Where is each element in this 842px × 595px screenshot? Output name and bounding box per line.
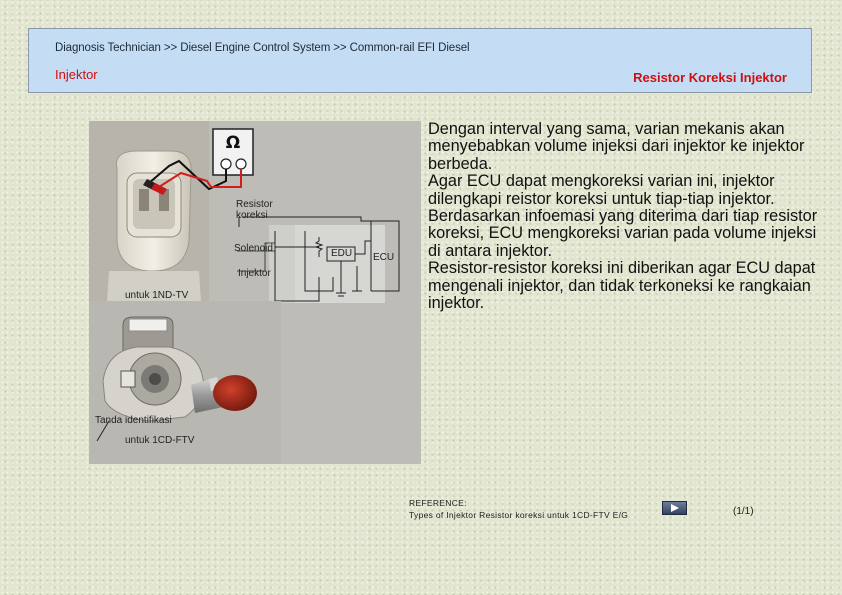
next-page-button[interactable] (662, 501, 687, 515)
reference-label: REFERENCE: (409, 498, 467, 508)
page-number: (1/1) (733, 506, 754, 517)
injektor-label: Injektor (238, 268, 271, 279)
description-text (428, 121, 820, 312)
ecu-label: ECU (373, 252, 395, 263)
section-title: Injektor (55, 67, 98, 82)
breadcrumb: Diagnosis Technician >> Diesel Engine Control System >> Common-rail EFI Diesel (55, 42, 470, 54)
description-paragraph: Berdasarkan infoemasi yang diterima dari tiap resistor koreksi, ECU mengkoreksi varian pada volume injeksi di antara injektor. (428, 207, 818, 260)
description-paragraph: Resistor-resistor koreksi ini diberikan agar ECU dapat mengenali injektor, dan tidak terkoneksi ke rangkaian injektor. (428, 259, 816, 313)
injector-figure (89, 121, 421, 464)
resistor-label: Resistor koreksi (236, 199, 273, 221)
page-title: Resistor Koreksi Injektor (633, 70, 787, 85)
model-1cd-label: untuk 1CD-FTV (125, 435, 195, 446)
solenoid-label: Solenoid (234, 243, 273, 254)
header-bar (28, 28, 812, 93)
model-1nd-label: untuk 1ND-TV (125, 290, 189, 301)
description-paragraph: Agar ECU dapat mengkoreksi varian ini, injektor dilengkapi reistor koreksi untuk tiap-tiap injektor. (428, 172, 775, 208)
reference-link[interactable]: Types of Injektor Resistor koreksi untuk 1CD-FTV E/G (409, 510, 629, 520)
play-triangle-icon (671, 504, 679, 512)
description-paragraph: Dengan interval yang sama, varian mekanis akan menyebabkan volume injeksi dari injektor ke injektor berbeda. (428, 120, 805, 173)
ohm-symbol: Ω (225, 133, 241, 153)
reference-block (409, 497, 628, 521)
identification-mark-label: Tanda identifikasi (95, 415, 172, 426)
edu-label: EDU (331, 248, 353, 259)
